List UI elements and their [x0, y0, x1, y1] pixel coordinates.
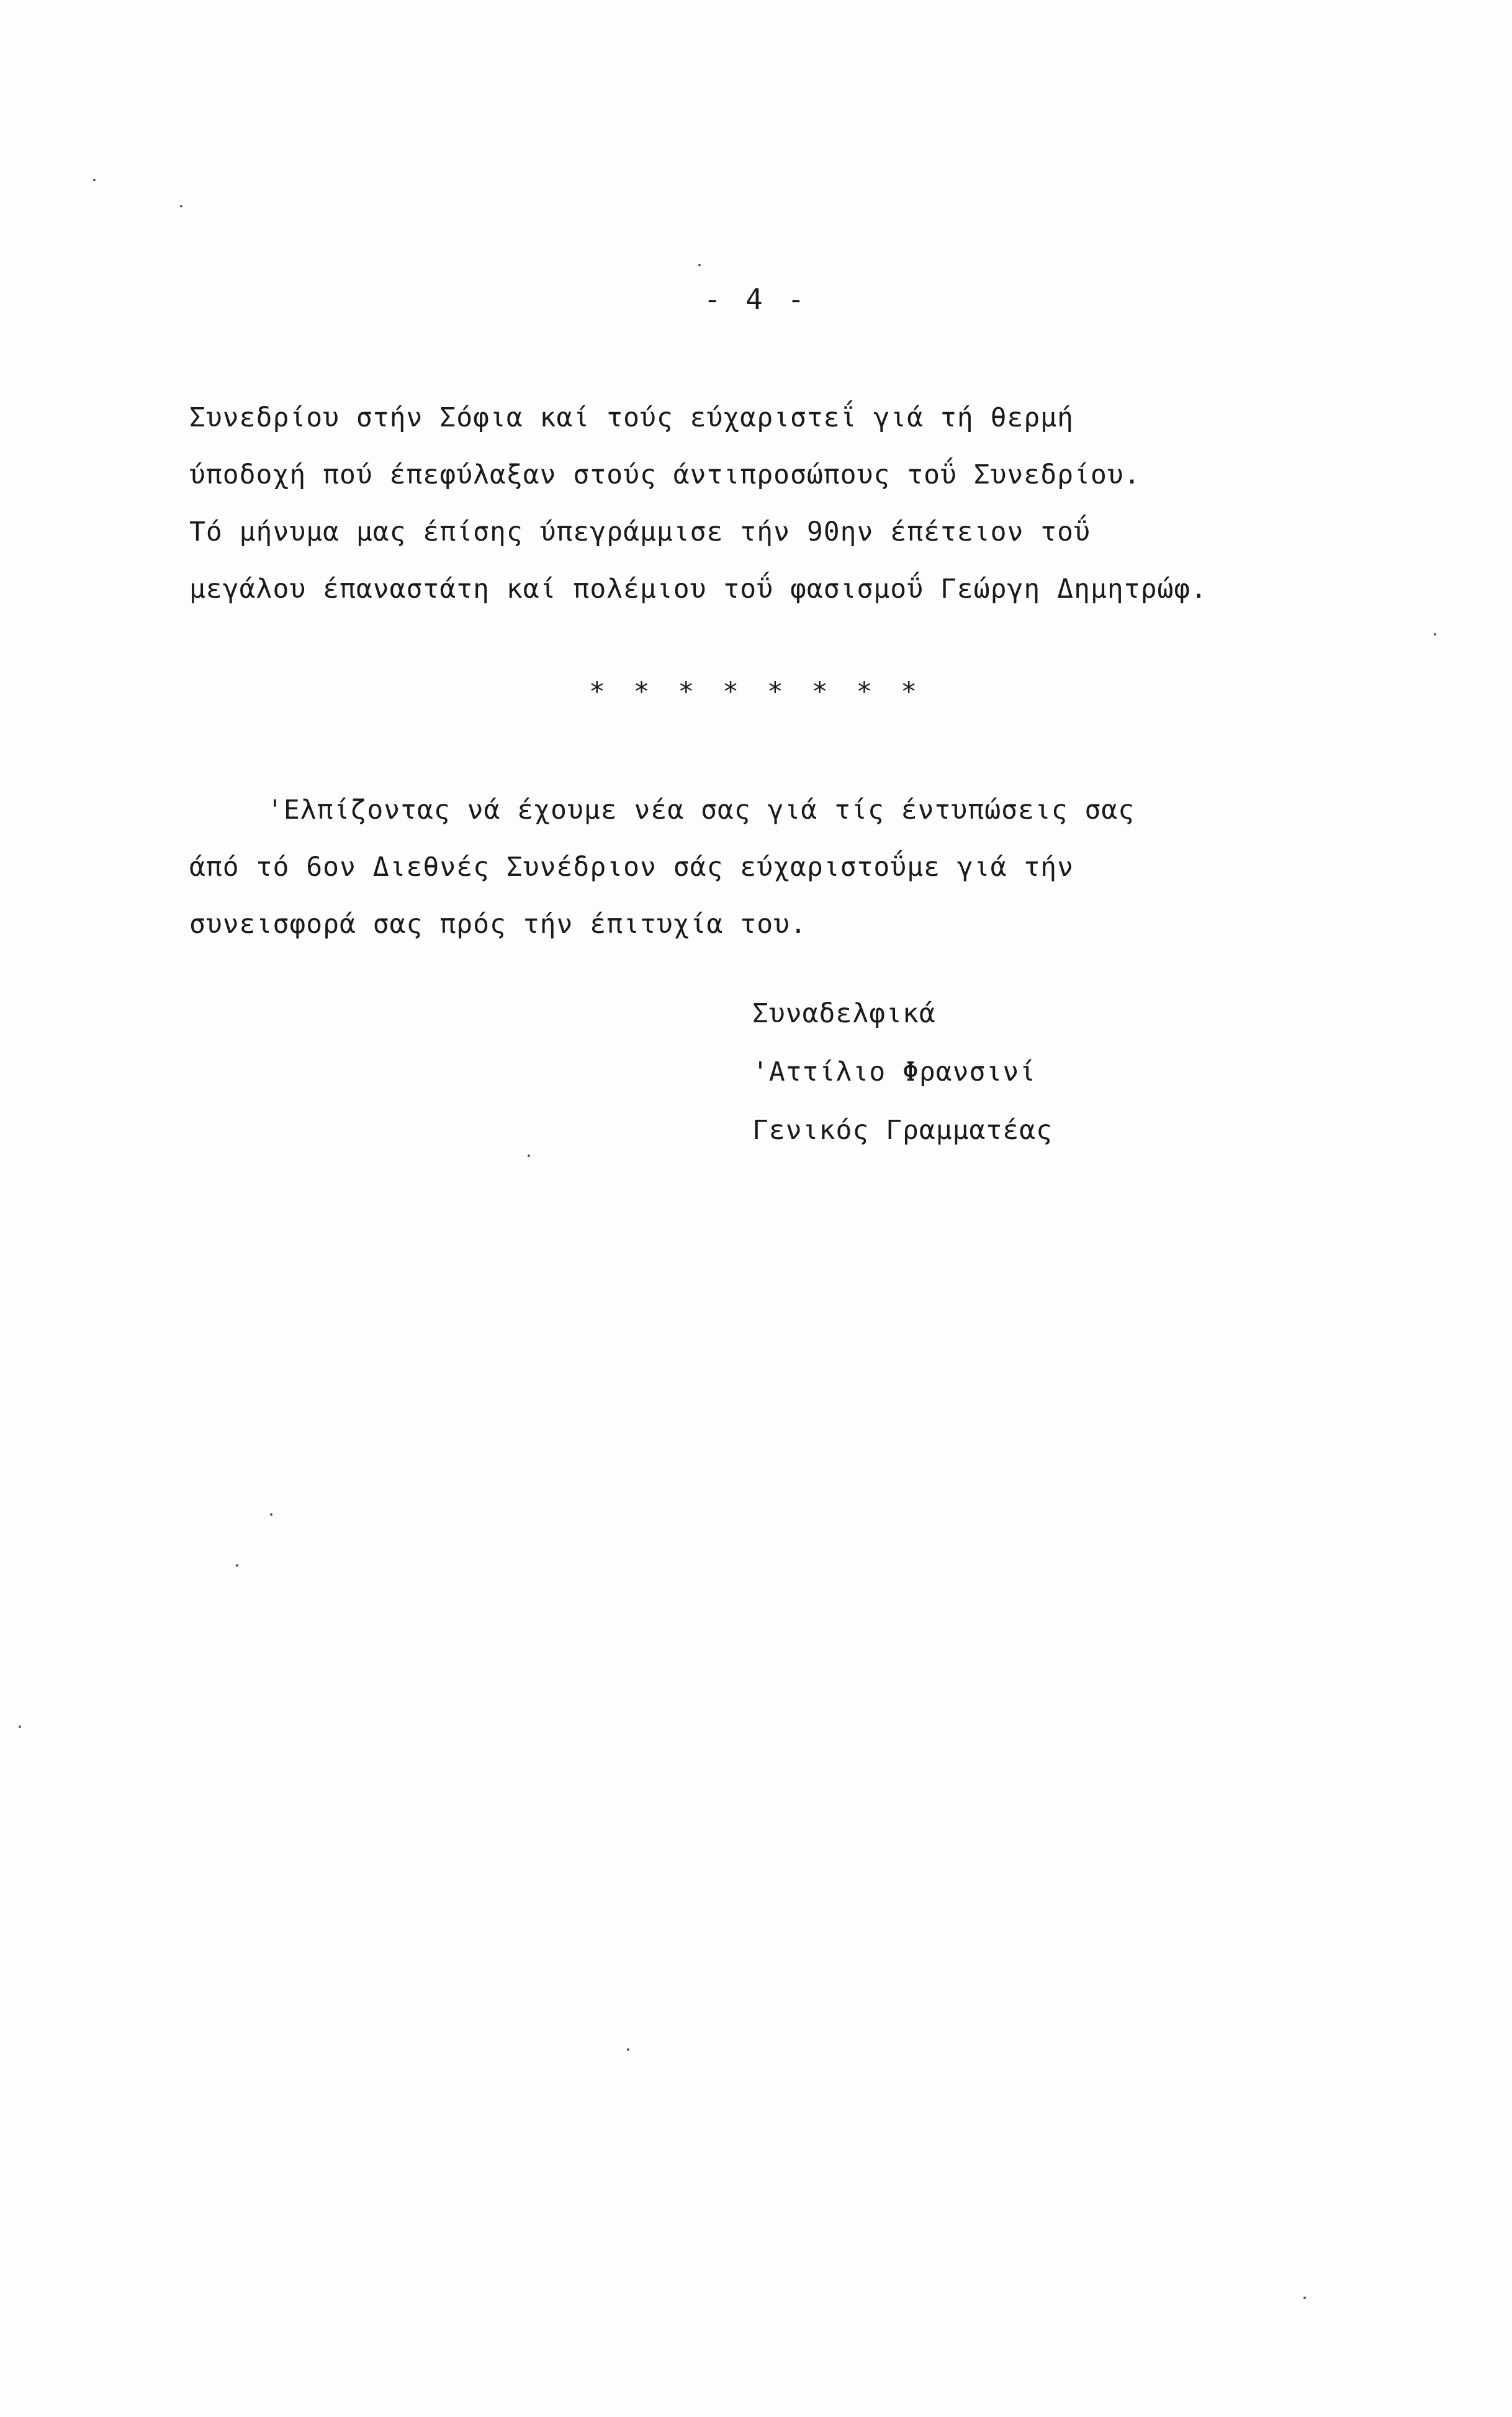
scan-speck — [1434, 633, 1436, 636]
paragraph-1-line-3: Τό μήνυμα μας έπίσης ύπεγράμμισε τήν 90ην έπέτειον τοΰ — [189, 516, 1091, 547]
scan-speck — [627, 2048, 629, 2051]
paragraph-2-line-3: συνεισφορά σας πρός τήν έπιτυχία του. — [189, 909, 807, 940]
signature-name: 'Αττίλιο Φρανσινί — [752, 1056, 1037, 1087]
page-number: - 4 - — [703, 282, 809, 316]
signature-closing: Συναδελφικά — [752, 998, 936, 1029]
scan-speck — [270, 1513, 272, 1516]
paragraph-2-line-1: 'Ελπίζοντας νά έχουμε νέα σας γιά τίς έντυπώσεις σας — [267, 794, 1135, 826]
scan-speck — [19, 1726, 21, 1728]
paragraph-2-line-2: άπό τό 6ον Διεθνές Συνέδριον σάς εύχαριστοΰμε γιά τήν — [189, 852, 1074, 883]
signature-title: Γενικός Γραμματέας — [752, 1115, 1053, 1146]
scan-speck — [1303, 2297, 1306, 2299]
scan-speck — [698, 264, 701, 266]
scan-speck — [236, 1564, 238, 1567]
paragraph-1-line-2: ύποδοχή πού έπεφύλαξαν στούς άντιπροσώπους τοΰ Συνεδρίου. — [189, 459, 1141, 490]
paragraph-1-line-4: μεγάλου έπαναστάτη καί πολέμιου τοΰ φασισμοΰ Γεώργη Δημητρώφ. — [189, 574, 1208, 605]
section-separator: * * * * * * * * — [588, 677, 924, 708]
scan-speck — [180, 205, 182, 207]
paragraph-1-line-1: Συνεδρίου στήν Σόφια καί τούς εύχαριστεΐ γιά τή θερμή — [189, 402, 1074, 433]
scan-speck — [93, 179, 96, 181]
scan-speck — [528, 1154, 530, 1157]
